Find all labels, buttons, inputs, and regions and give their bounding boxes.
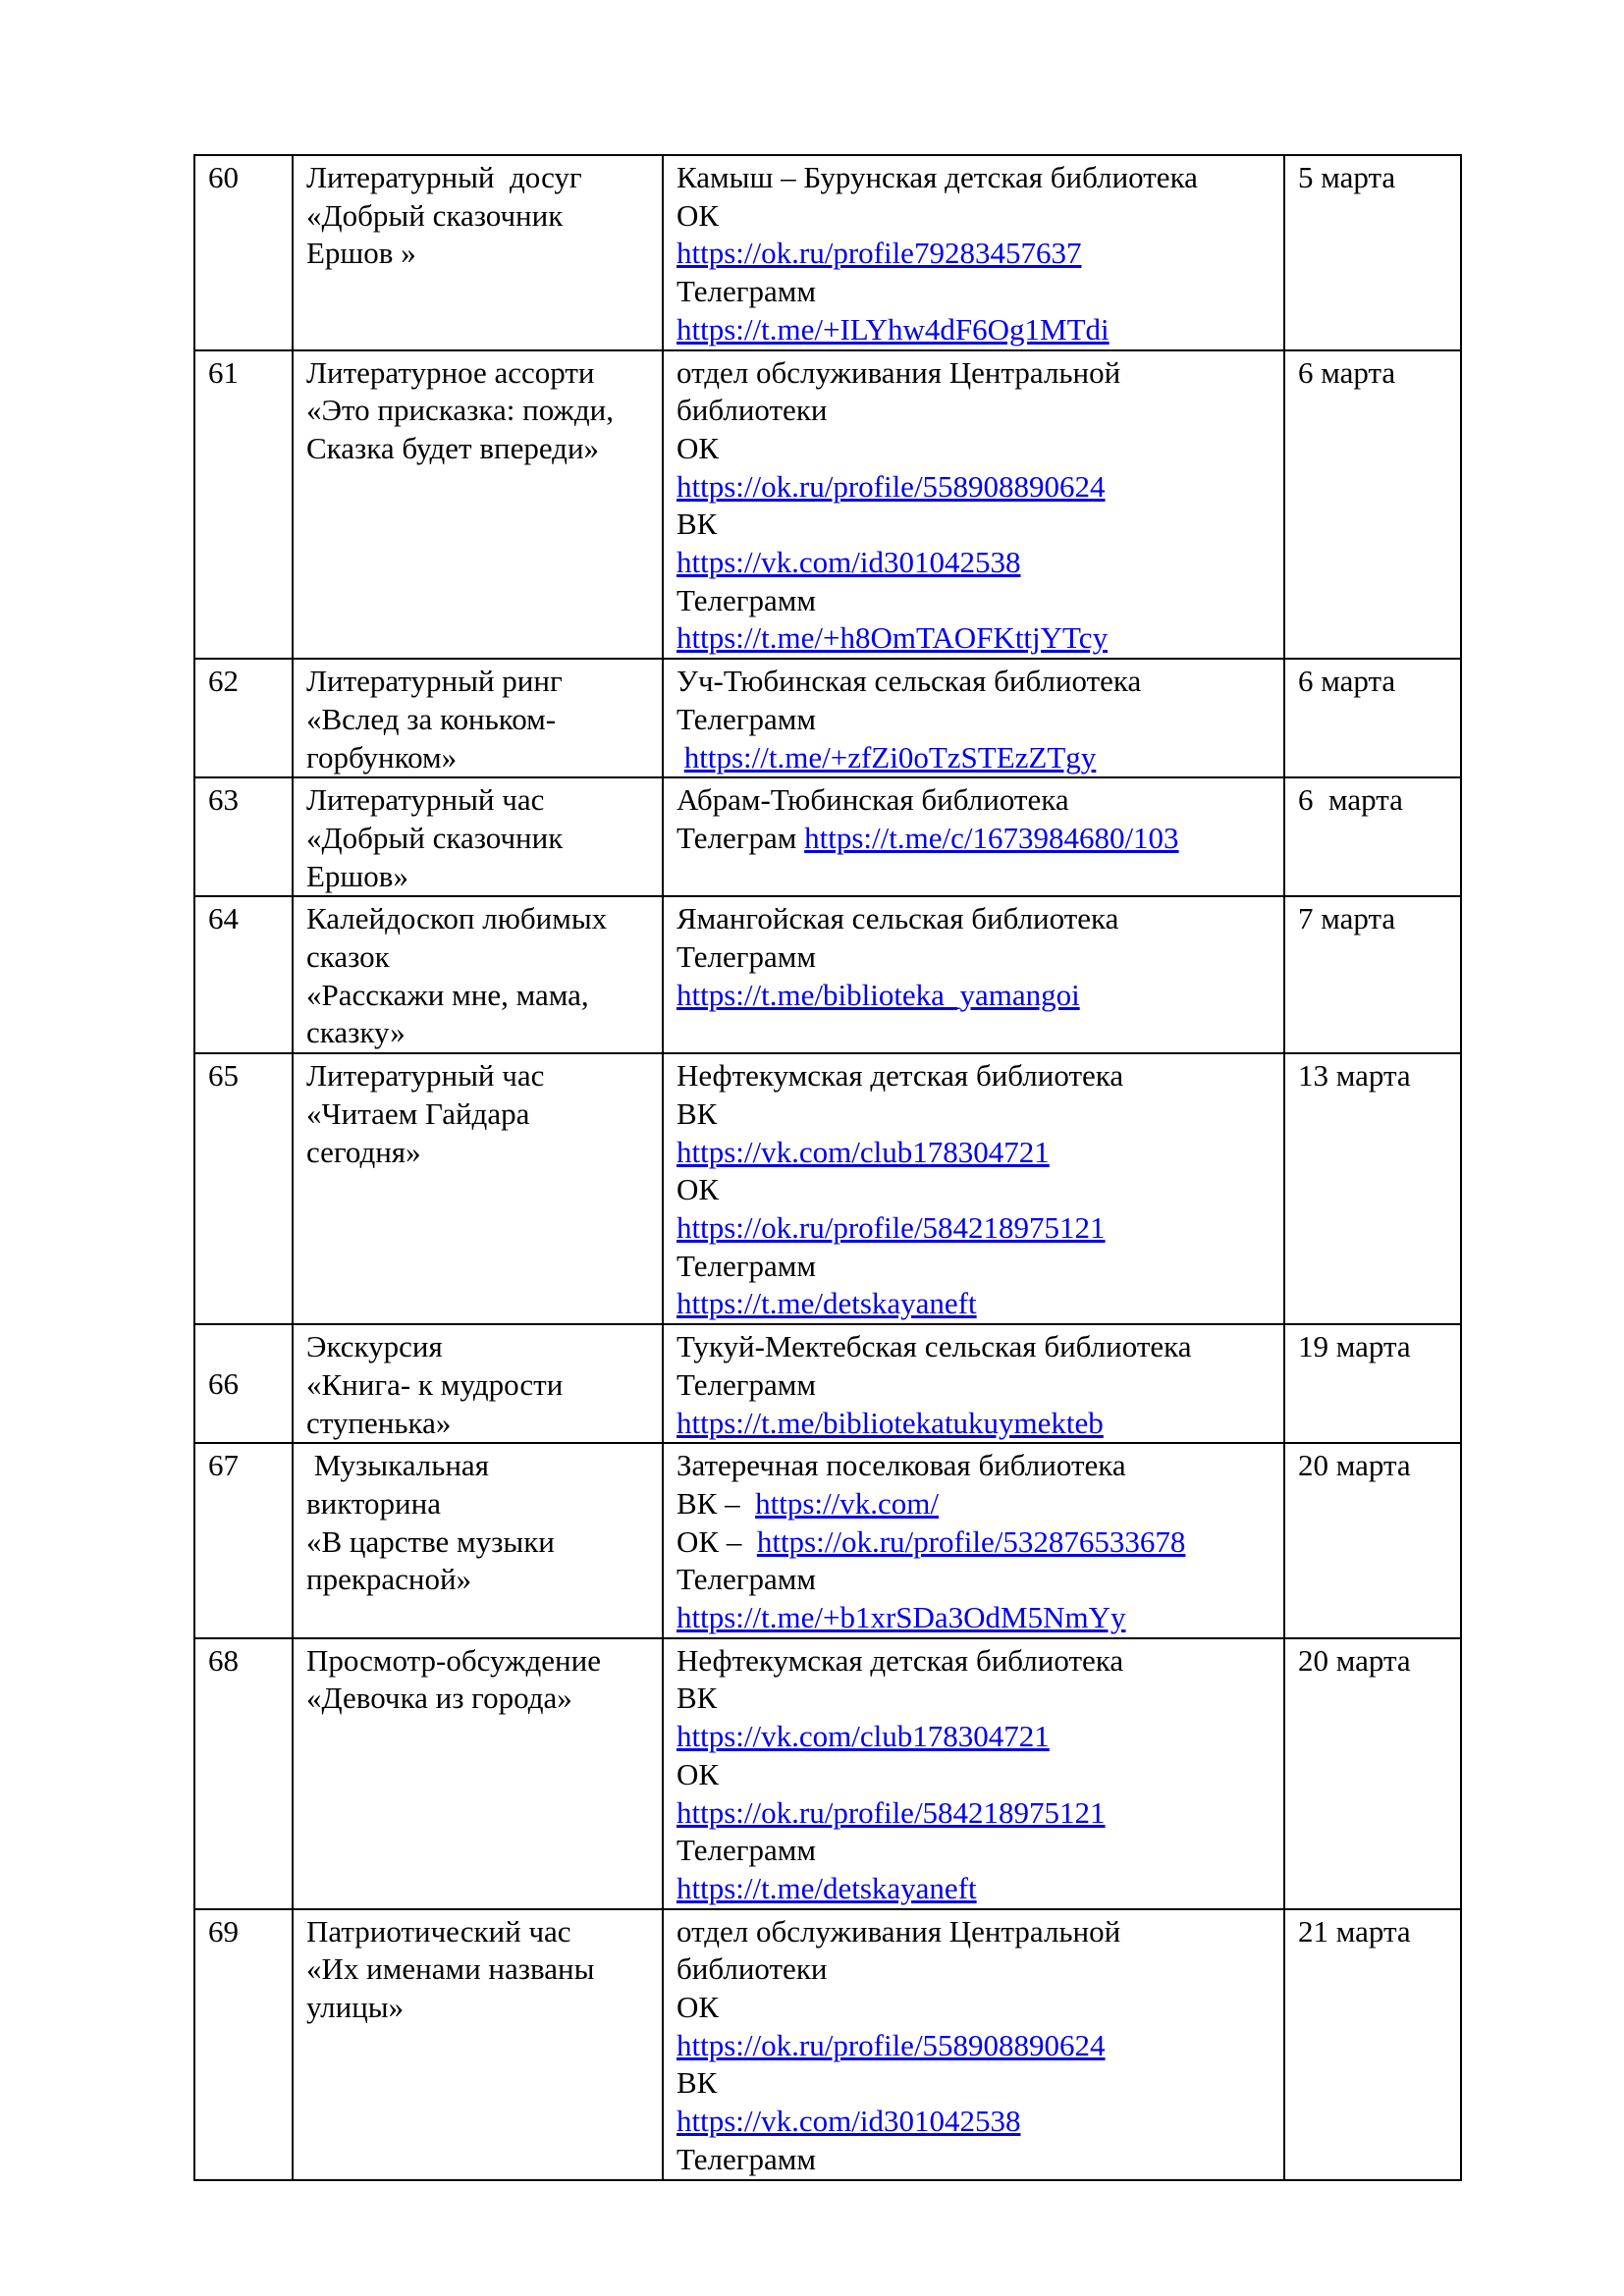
event-date: 6 марта [1298, 782, 1403, 818]
venue-cell [663, 350, 1284, 660]
row-number-cell [194, 896, 293, 1053]
venue-text: отдел обслуживания Центральной [677, 1913, 1121, 1949]
venue-cell [663, 155, 1284, 350]
venue-cell [663, 896, 1284, 1053]
event-title-cell [293, 896, 663, 1053]
event-title-line: Литературное ассорти [306, 354, 595, 390]
row-number-cell [194, 1638, 293, 1909]
table-row [194, 1053, 1461, 1324]
venue-line [677, 1057, 1275, 1095]
date-cell [1284, 777, 1461, 896]
venue-line [677, 1756, 1275, 1794]
event-title-line: Ершов» [306, 858, 408, 893]
events-table [193, 154, 1462, 2181]
venue-text: Телеграмм [677, 939, 816, 975]
event-title-cell [293, 350, 663, 660]
event-date: 7 марта [1298, 901, 1396, 936]
venue-link[interactable]: https://vk.com/ [755, 1485, 939, 1521]
table-row [194, 1324, 1461, 1443]
table-row [194, 1443, 1461, 1638]
venue-line [677, 619, 1275, 658]
venue-text: ОК [677, 1990, 720, 2025]
date-cell [1284, 1443, 1461, 1638]
venue-line [677, 1171, 1275, 1209]
venue-line [677, 430, 1275, 468]
date-cell [1284, 896, 1461, 1053]
table-row [194, 1909, 1461, 2180]
venue-line [677, 159, 1275, 197]
venue-text: ВК [677, 507, 718, 542]
venue-text: ОК [677, 197, 720, 233]
event-title-cell [293, 1053, 663, 1324]
venue-line [677, 1447, 1275, 1485]
venue-text: отдел обслуживания Центральной [677, 354, 1121, 390]
event-date: 19 марта [1298, 1329, 1411, 1364]
event-title-line: «Расскажи мне, мама, [306, 977, 589, 1012]
event-title-line: «Вслед за коньком- [306, 701, 557, 736]
venue-line [677, 1285, 1275, 1323]
venue-line [677, 1599, 1275, 1637]
venue-cell [663, 1638, 1284, 1909]
event-title-cell [293, 1638, 663, 1909]
venue-link[interactable]: https://vk.com/id301042538 [677, 2104, 1021, 2139]
row-number: 66 [208, 1366, 239, 1402]
event-title-cell [293, 659, 663, 777]
venue-line [677, 1366, 1275, 1405]
row-number-cell [194, 777, 293, 896]
venue-link[interactable]: https://t.me/+h8OmTAOFKttjYTcy [677, 620, 1109, 656]
date-cell [1284, 1909, 1461, 2180]
venue-line [677, 781, 1275, 820]
venue-line [677, 1485, 1275, 1523]
venue-link[interactable]: https://ok.ru/profile/584218975121 [677, 1794, 1106, 1830]
venue-line [677, 1248, 1275, 1286]
venue-line [677, 582, 1275, 620]
venue-cell [663, 659, 1284, 777]
date-cell [1284, 1324, 1461, 1443]
row-number: 63 [208, 782, 239, 818]
row-number-cell [194, 155, 293, 350]
event-title-line: сказку» [306, 1015, 406, 1050]
venue-link[interactable]: https://vk.com/club178304721 [677, 1134, 1050, 1169]
event-title-line: Калейдоскоп любимых [306, 901, 608, 936]
venue-link[interactable]: https://vk.com/id301042538 [677, 545, 1021, 580]
event-date: 13 марта [1298, 1058, 1411, 1094]
row-number-cell [194, 1324, 293, 1443]
event-title-line: Литературный ринг [306, 664, 563, 699]
table-row [194, 350, 1461, 660]
venue-line [677, 663, 1275, 701]
venue-link[interactable]: https://vk.com/club178304721 [677, 1719, 1050, 1754]
venue-line [677, 1913, 1275, 1951]
event-title-cell [293, 1909, 663, 2180]
event-title-line: «Девочка из города» [306, 1681, 572, 1716]
venue-link[interactable]: https://t.me/biblioteka_yamangoi [677, 977, 1080, 1012]
venue-line [677, 2141, 1275, 2179]
venue-line [677, 701, 1275, 739]
table-row [194, 155, 1461, 350]
event-title-line: Ершов » [306, 236, 416, 271]
venue-prefix: ВК – [677, 1485, 756, 1521]
date-cell [1284, 659, 1461, 777]
venue-text: библиотеки [677, 393, 828, 428]
venue-cell [663, 1053, 1284, 1324]
venue-link[interactable]: https://t.me/+zfZi0oTzSTEzZTgy [683, 739, 1097, 774]
venue-cell [663, 1909, 1284, 2180]
venue-line [677, 1794, 1275, 1833]
venue-text: Телеграмм [677, 274, 816, 309]
row-number: 67 [208, 1448, 239, 1483]
venue-link[interactable]: https://t.me/+b1xrSDa3OdM5NmYy [677, 1600, 1126, 1635]
venue-line [677, 392, 1275, 430]
venue-line [677, 1832, 1275, 1870]
row-number: 69 [208, 1913, 239, 1949]
venue-link[interactable]: https://t.me/detskayaneft [677, 1286, 977, 1321]
venue-link[interactable]: https://t.me/detskayaneft [677, 1870, 977, 1905]
venue-line [677, 1095, 1275, 1134]
venue-line [677, 273, 1275, 311]
date-cell [1284, 1053, 1461, 1324]
venue-line [677, 1718, 1275, 1756]
venue-line [677, 468, 1275, 507]
venue-text: Телеграмм [677, 1248, 816, 1283]
venue-line [677, 1405, 1275, 1443]
event-title-line: улицы» [306, 1990, 405, 2025]
event-title-line: Сказка будет впереди» [306, 430, 600, 465]
table-row [194, 777, 1461, 896]
venue-line [677, 354, 1275, 393]
event-title-cell [293, 1324, 663, 1443]
row-number: 64 [208, 901, 239, 936]
venue-text: Телеграмм [677, 701, 816, 736]
event-date: 21 марта [1298, 1913, 1411, 1949]
venue-text: Телеграмм [677, 1562, 816, 1597]
event-title-line: Литературный час [306, 1058, 545, 1094]
event-title-line: сегодня» [306, 1134, 421, 1169]
event-date: 20 марта [1298, 1642, 1411, 1678]
event-title-cell [293, 777, 663, 896]
row-number-cell [194, 1443, 293, 1638]
event-title-line: «Это присказка: пожди, [306, 393, 614, 428]
event-title-line: Литературный досуг [306, 160, 582, 194]
venue-text: Тукуй-Мектебская сельская библиотека [677, 1329, 1192, 1364]
row-number-cell [194, 659, 293, 777]
venue-cell [663, 777, 1284, 896]
date-cell [1284, 1638, 1461, 1909]
venue-text: Ямангойская сельская библиотека [677, 901, 1119, 936]
table-row [194, 659, 1461, 777]
event-date: 6 марта [1298, 354, 1396, 390]
row-number-cell [194, 1053, 293, 1324]
venue-line [677, 506, 1275, 544]
venue-link[interactable]: https://t.me/+ILYhw4dF6Og1MTdi [677, 311, 1110, 347]
venue-line [677, 938, 1275, 977]
venue-text: Нефтекумская детская библиотека [677, 1642, 1124, 1678]
event-title-line: Музыкальная [306, 1448, 489, 1483]
row-number-cell [194, 350, 293, 660]
venue-link[interactable]: https://ok.ru/profile/558908890624 [677, 2027, 1106, 2062]
venue-text: ВК [677, 1095, 718, 1131]
venue-text: Телеграмм [677, 2141, 816, 2176]
venue-line [677, 1561, 1275, 1599]
row-number-cell [194, 1909, 293, 2180]
venue-line [677, 2027, 1275, 2065]
venue-prefix: ОК – [677, 1523, 757, 1559]
venue-cell [663, 1443, 1284, 1638]
event-title-cell [293, 155, 663, 350]
venue-line [677, 1950, 1275, 1989]
venue-line [677, 544, 1275, 582]
event-title-line: Экскурсия [306, 1329, 443, 1364]
venue-text: ОК [677, 1172, 720, 1207]
venue-text: ОК [677, 1756, 720, 1791]
event-title-line: «Их именами названы [306, 1951, 595, 1987]
event-title-line: «Добрый сказочник [306, 820, 564, 855]
table-row [194, 1638, 1461, 1909]
venue-cell [663, 1324, 1284, 1443]
venue-text: Нефтекумская детская библиотека [677, 1058, 1124, 1094]
venue-text: Абрам-Тюбинская библиотека [677, 782, 1069, 818]
date-cell [1284, 155, 1461, 350]
venue-line [677, 977, 1275, 1015]
venue-line [677, 1870, 1275, 1908]
table-body [194, 155, 1461, 2180]
event-title-line: Патриотический час [306, 1913, 571, 1949]
event-date: 6 марта [1298, 664, 1396, 699]
venue-line [677, 2064, 1275, 2103]
row-number: 61 [208, 354, 239, 390]
venue-link[interactable]: https://t.me/c/1673984680/103 [804, 820, 1179, 855]
venue-line [677, 311, 1275, 349]
row-number: 68 [208, 1642, 239, 1678]
venue-text: Уч-Тюбинская сельская библиотека [677, 664, 1142, 699]
venue-line [677, 1523, 1275, 1562]
venue-line [677, 197, 1275, 236]
venue-line [677, 820, 1275, 858]
event-title-line: «Читаем Гайдара [306, 1095, 530, 1131]
event-title-line: сказок [306, 939, 390, 975]
row-number: 65 [208, 1058, 239, 1094]
venue-text: Телеграмм [677, 1833, 816, 1868]
venue-text: ОК [677, 430, 720, 465]
venue-link[interactable]: https://ok.ru/profile/584218975121 [677, 1209, 1106, 1245]
event-title-line: ступенька» [306, 1405, 452, 1440]
venue-line [677, 1989, 1275, 2027]
event-date: 5 марта [1298, 160, 1396, 194]
table-row [194, 896, 1461, 1053]
venue-link[interactable]: https://ok.ru/profile/558908890624 [677, 468, 1106, 504]
venue-link[interactable]: https://t.me/bibliotekatukuymekteb [677, 1405, 1104, 1440]
venue-line [677, 2103, 1275, 2141]
event-title-line: Литературный час [306, 782, 545, 818]
event-title-line: Просмотр-обсуждение [306, 1642, 601, 1678]
venue-line [677, 1642, 1275, 1681]
venue-line [677, 1134, 1275, 1172]
venue-line [677, 1680, 1275, 1718]
event-title-line: викторина [306, 1485, 441, 1521]
venue-line [677, 1209, 1275, 1248]
event-title-line: «Добрый сказочник [306, 197, 564, 233]
venue-link[interactable]: https://ok.ru/profile79283457637 [677, 236, 1082, 271]
venue-prefix: Телеграм [677, 820, 805, 855]
row-number: 62 [208, 664, 239, 699]
date-cell [1284, 350, 1461, 660]
venue-link[interactable]: https://ok.ru/profile/532876533678 [756, 1523, 1186, 1559]
event-title-line: «В царстве музыки [306, 1523, 555, 1559]
venue-text: Телеграмм [677, 1366, 816, 1402]
venue-line [677, 900, 1275, 938]
row-number: 60 [208, 160, 239, 194]
venue-text: ВК [677, 1681, 718, 1716]
event-date: 20 марта [1298, 1448, 1411, 1483]
event-title-cell [293, 1443, 663, 1638]
venue-prefix [677, 740, 684, 774]
venue-text: Телеграмм [677, 582, 816, 617]
event-title-line: «Книга- к мудрости [306, 1366, 564, 1402]
venue-line [677, 1328, 1275, 1366]
venue-line [677, 235, 1275, 273]
event-title-line: прекрасной» [306, 1562, 472, 1597]
event-title-line: горбунком» [306, 739, 458, 774]
venue-text: Затеречная поселковая библиотека [677, 1448, 1126, 1483]
venue-text: Камыш – Бурунская детская библиотека [677, 160, 1198, 194]
venue-text: ВК [677, 2065, 718, 2101]
venue-text: библиотеки [677, 1951, 828, 1987]
venue-line [677, 739, 1275, 777]
